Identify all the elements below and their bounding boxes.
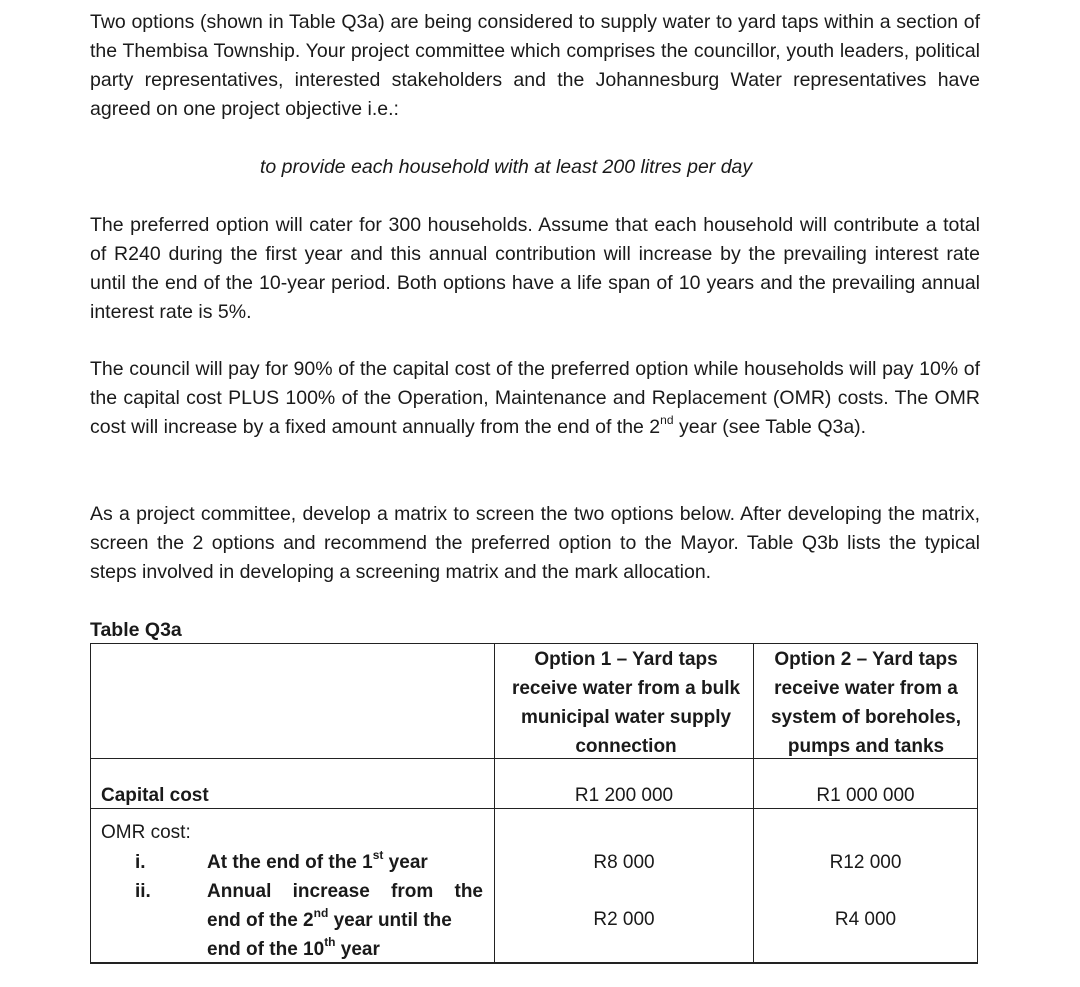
council-sup: nd [660,412,674,427]
capital-cost-option-2: R1 000 000 [816,785,915,806]
omr-item-2-line-3-b: year [335,939,380,960]
omr-item-1-numeral: i. [135,852,146,873]
omr-item-2-line-3-a: end of the 10 [207,939,325,960]
omr-item-2-option-2: R4 000 [834,909,897,930]
omr-item-2-line-2-b: year until the [328,910,452,931]
council-text-a: The council will pay for 90% of the capital cost of the preferred option while households will pay 10% of the capital cost PLUS 100% of the Operation, Maintenance and Replacement (OMR) costs. The OMR cost will increase by a fixed amount annually from the end of the 2 [90,358,980,438]
omr-item-1-option-1: R8 000 [593,852,655,873]
options-table [90,643,978,964]
header-option-2: Option 2 – Yard taps receive water from a system of boreholes, pumps and tanks [770,649,962,757]
committee-paragraph: As a project committee, develop a matrix to screen the two options below. After developing the matrix, screen the 2 options and recommend the preferred option to the Mayor. Table Q3b lists the typical steps involved in developing a screening matrix and the mark allocation. [90,503,980,583]
omr-item-2-line-2 [207,906,483,935]
omr-item-2-line-2-a: end of the 2 [207,910,314,931]
omr-item-2-line-3 [207,935,483,964]
omr-item-1-text-a: At the end of the 1 [207,852,373,873]
capital-cost-option-1: R1 200 000 [574,785,674,806]
header-option-1: Option 1 – Yard taps receive water from a bulk municipal water supply connection [511,649,741,757]
omr-item-2-line-2-sup: nd [313,905,329,920]
households-paragraph: The preferred option will cater for 300 households. Assume that each household will contribute a total of R240 during the first year and this annual contribution will increase by the prevailing interest rate until the end of the 10-year period. Both options have a life span of 10 years and the prevailing annual interest rate is 5%. [90,214,980,323]
omr-cost-label: OMR cost: [101,822,191,843]
omr-item-2-text [207,877,483,964]
capital-cost-label: Capital cost [101,785,209,806]
council-text-b: year (see Table Q3a). [678,416,867,438]
omr-item-1-sup: st [372,847,384,862]
omr-item-1-text-b: year [383,852,428,873]
council-paragraph [90,355,980,442]
project-objective: to provide each household with at least 200 litres per day [260,156,753,178]
omr-item-1-option-2: R12 000 [829,852,902,873]
omr-item-2-option-1: R2 000 [593,909,655,930]
table-title: Table Q3a [90,619,182,641]
omr-item-1-text [207,848,428,877]
omr-item-2-numeral: ii. [135,881,151,902]
omr-item-2-line-3-sup: th [324,934,336,949]
intro-paragraph: Two options (shown in Table Q3a) are being considered to supply water to yard taps within a section of the Thembisa Township. Your project committee which comprises the councillor, youth leaders, political party representatives, interested stakeholders and the Johannesburg Water representatives have agreed on one project objective i.e.: [90,11,980,120]
omr-item-2-line-1: Annual increase from the [207,881,483,902]
